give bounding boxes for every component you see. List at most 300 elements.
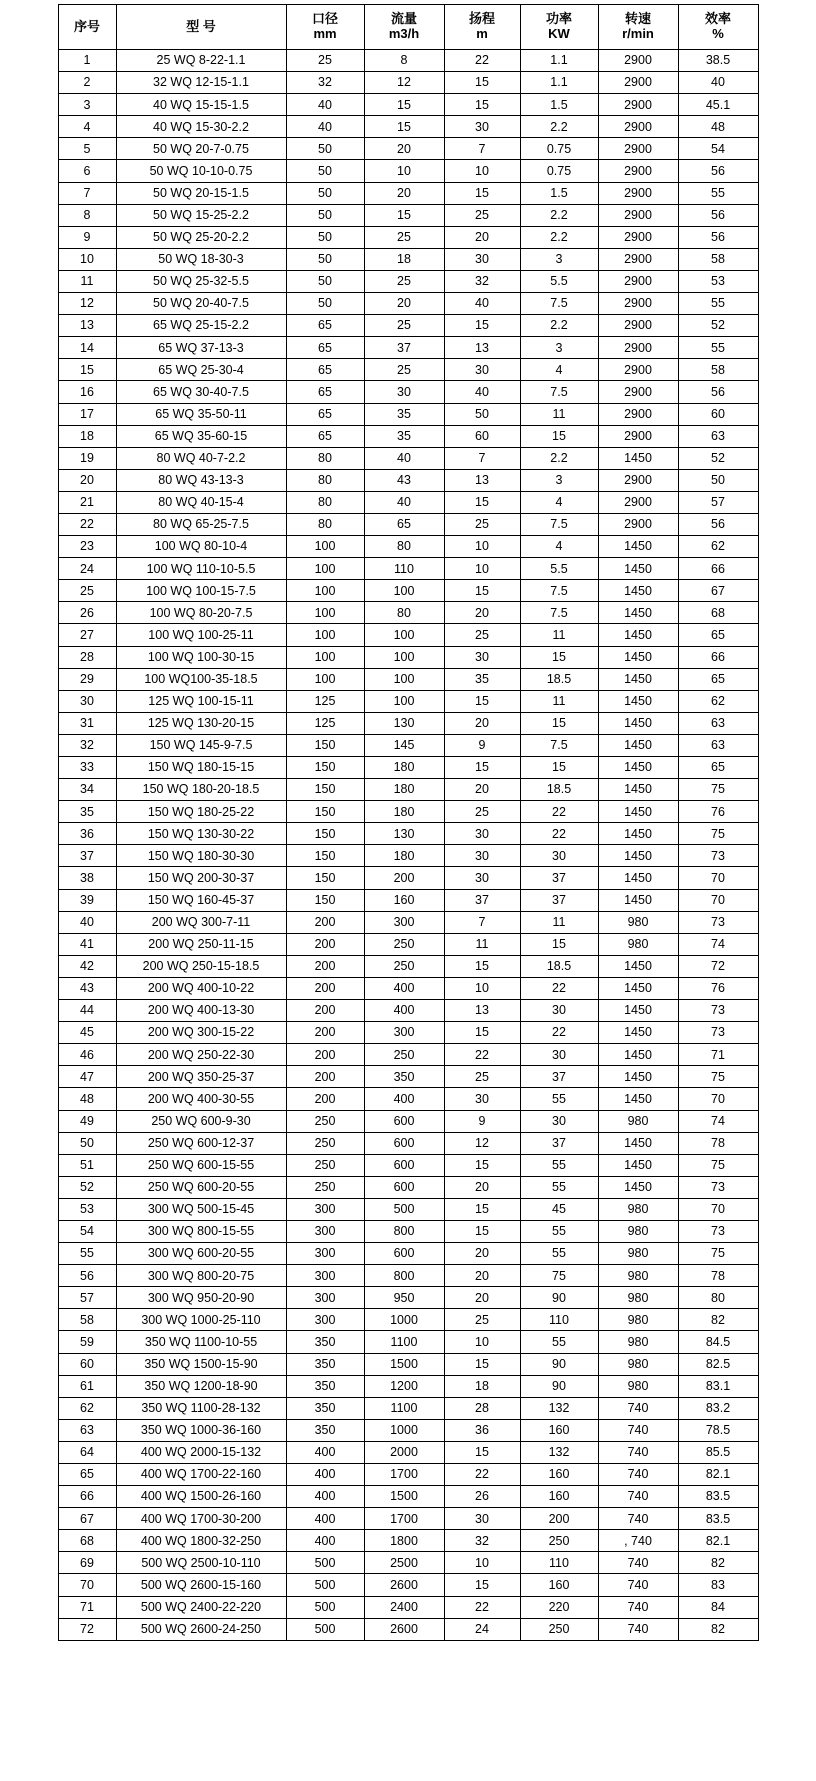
- cell-speed: 740: [598, 1486, 678, 1508]
- cell-head: 20: [444, 226, 520, 248]
- cell-power: 1.5: [520, 182, 598, 204]
- cell-efficiency: 50: [678, 469, 758, 491]
- cell-head: 37: [444, 889, 520, 911]
- cell-bore: 500: [286, 1618, 364, 1640]
- cell-speed: 1450: [598, 801, 678, 823]
- cell-efficiency: 65: [678, 757, 758, 779]
- cell-bore: 350: [286, 1331, 364, 1353]
- cell-head: 22: [444, 1464, 520, 1486]
- cell-index: 9: [58, 226, 116, 248]
- cell-bore: 500: [286, 1596, 364, 1618]
- cell-head: 60: [444, 425, 520, 447]
- cell-flow: 43: [364, 469, 444, 491]
- cell-index: 6: [58, 160, 116, 182]
- cell-bore: 250: [286, 1176, 364, 1198]
- table-row: [58, 690, 758, 712]
- cell-flow: 100: [364, 668, 444, 690]
- table-row: [58, 315, 758, 337]
- cell-efficiency: 85.5: [678, 1441, 758, 1463]
- cell-efficiency: 75: [678, 1243, 758, 1265]
- cell-speed: 1450: [598, 845, 678, 867]
- table-row: [58, 1044, 758, 1066]
- cell-speed: 2900: [598, 315, 678, 337]
- cell-flow: 12: [364, 72, 444, 94]
- cell-power: 7.5: [520, 381, 598, 403]
- cell-index: 1: [58, 50, 116, 72]
- cell-head: 15: [444, 690, 520, 712]
- cell-efficiency: 52: [678, 447, 758, 469]
- cell-flow: 180: [364, 757, 444, 779]
- cell-head: 10: [444, 536, 520, 558]
- table-row: [58, 734, 758, 756]
- cell-flow: 300: [364, 1022, 444, 1044]
- cell-power: 0.75: [520, 160, 598, 182]
- cell-index: 28: [58, 646, 116, 668]
- table-row: [58, 712, 758, 734]
- cell-index: 10: [58, 248, 116, 270]
- cell-head: 25: [444, 624, 520, 646]
- cell-speed: 2900: [598, 50, 678, 72]
- cell-model: 40 WQ 15-15-1.5: [116, 94, 286, 116]
- cell-power: 160: [520, 1464, 598, 1486]
- table-body: [58, 50, 758, 1641]
- cell-bore: 200: [286, 977, 364, 999]
- cell-flow: 1000: [364, 1419, 444, 1441]
- cell-power: 11: [520, 624, 598, 646]
- cell-model: 350 WQ 1000-36-160: [116, 1419, 286, 1441]
- cell-flow: 20: [364, 182, 444, 204]
- table-row: [58, 955, 758, 977]
- cell-model: 150 WQ 200-30-37: [116, 867, 286, 889]
- cell-power: 37: [520, 889, 598, 911]
- cell-speed: 2900: [598, 381, 678, 403]
- cell-index: 61: [58, 1375, 116, 1397]
- cell-speed: 740: [598, 1552, 678, 1574]
- cell-power: 220: [520, 1596, 598, 1618]
- cell-flow: 40: [364, 491, 444, 513]
- cell-head: 35: [444, 668, 520, 690]
- cell-model: 200 WQ 250-22-30: [116, 1044, 286, 1066]
- cell-flow: 1700: [364, 1464, 444, 1486]
- cell-flow: 1700: [364, 1508, 444, 1530]
- cell-bore: 350: [286, 1353, 364, 1375]
- cell-efficiency: 70: [678, 1088, 758, 1110]
- column-header-speed-unit: r/min: [622, 26, 654, 41]
- table-row: [58, 1088, 758, 1110]
- cell-flow: 1800: [364, 1530, 444, 1552]
- table-row: [58, 1110, 758, 1132]
- cell-speed: 1450: [598, 889, 678, 911]
- cell-index: 18: [58, 425, 116, 447]
- cell-head: 25: [444, 1066, 520, 1088]
- cell-model: 200 WQ 400-13-30: [116, 1000, 286, 1022]
- cell-speed: 2900: [598, 116, 678, 138]
- cell-efficiency: 55: [678, 182, 758, 204]
- cell-efficiency: 73: [678, 911, 758, 933]
- cell-index: 39: [58, 889, 116, 911]
- cell-bore: 50: [286, 160, 364, 182]
- cell-flow: 80: [364, 536, 444, 558]
- cell-flow: 65: [364, 513, 444, 535]
- cell-speed: 1450: [598, 734, 678, 756]
- cell-flow: 200: [364, 867, 444, 889]
- cell-index: 27: [58, 624, 116, 646]
- cell-model: 50 WQ 10-10-0.75: [116, 160, 286, 182]
- cell-speed: 2900: [598, 182, 678, 204]
- cell-flow: 15: [364, 94, 444, 116]
- table-row: [58, 1331, 758, 1353]
- table-row: [58, 1220, 758, 1242]
- cell-model: 300 WQ 500-15-45: [116, 1198, 286, 1220]
- cell-model: 150 WQ 180-20-18.5: [116, 779, 286, 801]
- cell-power: 2.2: [520, 204, 598, 226]
- cell-efficiency: 68: [678, 602, 758, 624]
- cell-speed: 980: [598, 1243, 678, 1265]
- cell-head: 32: [444, 270, 520, 292]
- column-header-model: [116, 5, 286, 50]
- cell-efficiency: 82: [678, 1618, 758, 1640]
- cell-head: 15: [444, 491, 520, 513]
- cell-index: 67: [58, 1508, 116, 1530]
- table-row: [58, 1486, 758, 1508]
- cell-flow: 400: [364, 977, 444, 999]
- cell-flow: 300: [364, 911, 444, 933]
- cell-power: 2.2: [520, 315, 598, 337]
- cell-speed: 2900: [598, 94, 678, 116]
- cell-index: 52: [58, 1176, 116, 1198]
- table-row: [58, 1375, 758, 1397]
- cell-efficiency: 80: [678, 1287, 758, 1309]
- cell-speed: 980: [598, 911, 678, 933]
- cell-model: 150 WQ 145-9-7.5: [116, 734, 286, 756]
- cell-index: 8: [58, 204, 116, 226]
- cell-bore: 65: [286, 381, 364, 403]
- table-row: [58, 602, 758, 624]
- cell-power: 37: [520, 1066, 598, 1088]
- cell-index: 31: [58, 712, 116, 734]
- table-row: [58, 1176, 758, 1198]
- cell-efficiency: 75: [678, 1154, 758, 1176]
- cell-flow: 2500: [364, 1552, 444, 1574]
- cell-index: 59: [58, 1331, 116, 1353]
- cell-model: 300 WQ 800-20-75: [116, 1265, 286, 1287]
- column-header-model-title: 型 号: [186, 18, 216, 34]
- cell-flow: 1200: [364, 1375, 444, 1397]
- cell-index: 20: [58, 469, 116, 491]
- cell-power: 4: [520, 491, 598, 513]
- cell-power: 55: [520, 1154, 598, 1176]
- cell-efficiency: 65: [678, 668, 758, 690]
- cell-flow: 180: [364, 801, 444, 823]
- cell-speed: 2900: [598, 469, 678, 491]
- cell-power: 15: [520, 646, 598, 668]
- table-row: [58, 911, 758, 933]
- cell-efficiency: 58: [678, 248, 758, 270]
- cell-efficiency: 62: [678, 690, 758, 712]
- cell-efficiency: 82: [678, 1552, 758, 1574]
- table-row: [58, 646, 758, 668]
- cell-speed: 2900: [598, 403, 678, 425]
- cell-index: 68: [58, 1530, 116, 1552]
- cell-efficiency: 76: [678, 801, 758, 823]
- cell-model: 100 WQ100-35-18.5: [116, 668, 286, 690]
- cell-bore: 50: [286, 270, 364, 292]
- cell-efficiency: 75: [678, 1066, 758, 1088]
- table-row: [58, 226, 758, 248]
- column-header-efficiency-unit: %: [712, 26, 724, 41]
- cell-efficiency: 56: [678, 513, 758, 535]
- table-row: [58, 1552, 758, 1574]
- cell-power: 2.2: [520, 226, 598, 248]
- cell-bore: 200: [286, 1044, 364, 1066]
- cell-speed: 1450: [598, 779, 678, 801]
- cell-speed: 1450: [598, 1000, 678, 1022]
- column-header-head-title: 扬程: [468, 11, 495, 27]
- cell-efficiency: 53: [678, 270, 758, 292]
- cell-head: 40: [444, 293, 520, 315]
- cell-head: 30: [444, 845, 520, 867]
- cell-flow: 110: [364, 558, 444, 580]
- cell-model: 400 WQ 2000-15-132: [116, 1441, 286, 1463]
- cell-index: 64: [58, 1441, 116, 1463]
- cell-flow: 180: [364, 845, 444, 867]
- table-row: [58, 1464, 758, 1486]
- cell-flow: 1000: [364, 1309, 444, 1331]
- cell-index: 11: [58, 270, 116, 292]
- cell-head: 32: [444, 1530, 520, 1552]
- cell-bore: 300: [286, 1265, 364, 1287]
- cell-index: 70: [58, 1574, 116, 1596]
- cell-power: 18.5: [520, 668, 598, 690]
- cell-speed: 1450: [598, 867, 678, 889]
- cell-flow: 10: [364, 160, 444, 182]
- cell-power: 3: [520, 337, 598, 359]
- table-row: [58, 182, 758, 204]
- cell-index: 22: [58, 513, 116, 535]
- cell-power: 22: [520, 823, 598, 845]
- cell-index: 60: [58, 1353, 116, 1375]
- cell-power: 250: [520, 1530, 598, 1552]
- cell-power: 160: [520, 1486, 598, 1508]
- cell-efficiency: 84: [678, 1596, 758, 1618]
- cell-model: 350 WQ 1100-28-132: [116, 1397, 286, 1419]
- cell-speed: 1450: [598, 624, 678, 646]
- cell-bore: 100: [286, 602, 364, 624]
- cell-power: 132: [520, 1397, 598, 1419]
- table-row: [58, 138, 758, 160]
- cell-head: 15: [444, 94, 520, 116]
- cell-efficiency: 73: [678, 1220, 758, 1242]
- cell-flow: 25: [364, 359, 444, 381]
- cell-head: 12: [444, 1132, 520, 1154]
- cell-bore: 100: [286, 536, 364, 558]
- cell-model: 65 WQ 35-60-15: [116, 425, 286, 447]
- cell-speed: 740: [598, 1441, 678, 1463]
- cell-head: 28: [444, 1397, 520, 1419]
- cell-bore: 400: [286, 1441, 364, 1463]
- table-row: [58, 403, 758, 425]
- table-row: [58, 248, 758, 270]
- cell-model: 32 WQ 12-15-1.1: [116, 72, 286, 94]
- cell-head: 11: [444, 933, 520, 955]
- table-row: [58, 668, 758, 690]
- cell-bore: 50: [286, 204, 364, 226]
- cell-speed: , 740: [598, 1530, 678, 1552]
- cell-power: 11: [520, 690, 598, 712]
- cell-speed: 1450: [598, 955, 678, 977]
- cell-flow: 2600: [364, 1618, 444, 1640]
- cell-speed: 2900: [598, 138, 678, 160]
- cell-bore: 150: [286, 867, 364, 889]
- column-header-flow-title: 流量: [390, 11, 417, 27]
- cell-model: 100 WQ 80-10-4: [116, 536, 286, 558]
- column-header-head: [444, 5, 520, 50]
- cell-index: 4: [58, 116, 116, 138]
- table-row: [58, 293, 758, 315]
- cell-head: 15: [444, 955, 520, 977]
- cell-model: 200 WQ 300-15-22: [116, 1022, 286, 1044]
- cell-head: 22: [444, 1044, 520, 1066]
- cell-index: 49: [58, 1110, 116, 1132]
- cell-flow: 15: [364, 116, 444, 138]
- cell-head: 25: [444, 204, 520, 226]
- cell-speed: 740: [598, 1508, 678, 1530]
- pump-specification-table: [58, 4, 759, 1641]
- cell-head: 15: [444, 580, 520, 602]
- cell-efficiency: 78: [678, 1132, 758, 1154]
- cell-head: 25: [444, 513, 520, 535]
- cell-head: 20: [444, 1265, 520, 1287]
- cell-power: 90: [520, 1375, 598, 1397]
- cell-power: 22: [520, 1022, 598, 1044]
- cell-bore: 65: [286, 315, 364, 337]
- cell-index: 44: [58, 1000, 116, 1022]
- cell-index: 34: [58, 779, 116, 801]
- column-header-bore-title: 口径: [311, 11, 338, 27]
- cell-power: 3: [520, 248, 598, 270]
- cell-head: 13: [444, 1000, 520, 1022]
- cell-head: 20: [444, 1287, 520, 1309]
- cell-efficiency: 74: [678, 1110, 758, 1132]
- cell-flow: 500: [364, 1198, 444, 1220]
- cell-bore: 80: [286, 491, 364, 513]
- cell-model: 50 WQ 20-15-1.5: [116, 182, 286, 204]
- cell-bore: 300: [286, 1243, 364, 1265]
- column-header-power-unit: KW: [548, 26, 570, 41]
- cell-model: 80 WQ 65-25-7.5: [116, 513, 286, 535]
- cell-head: 10: [444, 977, 520, 999]
- cell-index: 62: [58, 1397, 116, 1419]
- cell-power: 15: [520, 757, 598, 779]
- cell-efficiency: 54: [678, 138, 758, 160]
- cell-index: 13: [58, 315, 116, 337]
- cell-bore: 65: [286, 359, 364, 381]
- cell-speed: 1450: [598, 1154, 678, 1176]
- cell-power: 160: [520, 1419, 598, 1441]
- cell-power: 30: [520, 1110, 598, 1132]
- cell-bore: 65: [286, 337, 364, 359]
- cell-power: 45: [520, 1198, 598, 1220]
- cell-model: 400 WQ 1800-32-250: [116, 1530, 286, 1552]
- cell-speed: 2900: [598, 359, 678, 381]
- cell-index: 57: [58, 1287, 116, 1309]
- cell-efficiency: 45.1: [678, 94, 758, 116]
- cell-model: 50 WQ 25-32-5.5: [116, 270, 286, 292]
- cell-model: 500 WQ 2400-22-220: [116, 1596, 286, 1618]
- table-row: [58, 1287, 758, 1309]
- cell-bore: 80: [286, 447, 364, 469]
- cell-efficiency: 84.5: [678, 1331, 758, 1353]
- cell-head: 40: [444, 381, 520, 403]
- cell-model: 250 WQ 600-9-30: [116, 1110, 286, 1132]
- cell-bore: 200: [286, 955, 364, 977]
- cell-head: 20: [444, 712, 520, 734]
- cell-model: 150 WQ 180-30-30: [116, 845, 286, 867]
- table-row: [58, 1353, 758, 1375]
- cell-bore: 65: [286, 403, 364, 425]
- table-row: [58, 1309, 758, 1331]
- cell-flow: 1500: [364, 1353, 444, 1375]
- cell-speed: 2900: [598, 72, 678, 94]
- cell-flow: 100: [364, 646, 444, 668]
- cell-head: 24: [444, 1618, 520, 1640]
- cell-bore: 250: [286, 1110, 364, 1132]
- cell-model: 40 WQ 15-30-2.2: [116, 116, 286, 138]
- cell-efficiency: 83.5: [678, 1508, 758, 1530]
- cell-speed: 1450: [598, 1088, 678, 1110]
- cell-bore: 125: [286, 712, 364, 734]
- cell-speed: 2900: [598, 248, 678, 270]
- cell-head: 10: [444, 1331, 520, 1353]
- cell-index: 14: [58, 337, 116, 359]
- table-row: [58, 558, 758, 580]
- table-row: [58, 1243, 758, 1265]
- cell-model: 65 WQ 30-40-7.5: [116, 381, 286, 403]
- cell-head: 30: [444, 1088, 520, 1110]
- table-row: [58, 116, 758, 138]
- cell-efficiency: 62: [678, 536, 758, 558]
- cell-head: 30: [444, 1508, 520, 1530]
- cell-head: 7: [444, 447, 520, 469]
- cell-power: 4: [520, 359, 598, 381]
- cell-head: 15: [444, 1154, 520, 1176]
- cell-index: 50: [58, 1132, 116, 1154]
- cell-index: 46: [58, 1044, 116, 1066]
- cell-efficiency: 73: [678, 1176, 758, 1198]
- cell-model: 150 WQ 180-15-15: [116, 757, 286, 779]
- cell-head: 15: [444, 1353, 520, 1375]
- cell-power: 11: [520, 403, 598, 425]
- cell-bore: 300: [286, 1220, 364, 1242]
- cell-bore: 50: [286, 182, 364, 204]
- cell-speed: 980: [598, 1353, 678, 1375]
- cell-bore: 100: [286, 558, 364, 580]
- cell-flow: 600: [364, 1243, 444, 1265]
- cell-head: 30: [444, 867, 520, 889]
- cell-bore: 400: [286, 1464, 364, 1486]
- table-row: [58, 425, 758, 447]
- table-row: [58, 801, 758, 823]
- cell-bore: 300: [286, 1198, 364, 1220]
- cell-bore: 500: [286, 1552, 364, 1574]
- table-row: [58, 1000, 758, 1022]
- cell-efficiency: 55: [678, 337, 758, 359]
- cell-flow: 180: [364, 779, 444, 801]
- cell-flow: 350: [364, 1066, 444, 1088]
- cell-model: 300 WQ 1000-25-110: [116, 1309, 286, 1331]
- cell-flow: 2400: [364, 1596, 444, 1618]
- cell-efficiency: 63: [678, 712, 758, 734]
